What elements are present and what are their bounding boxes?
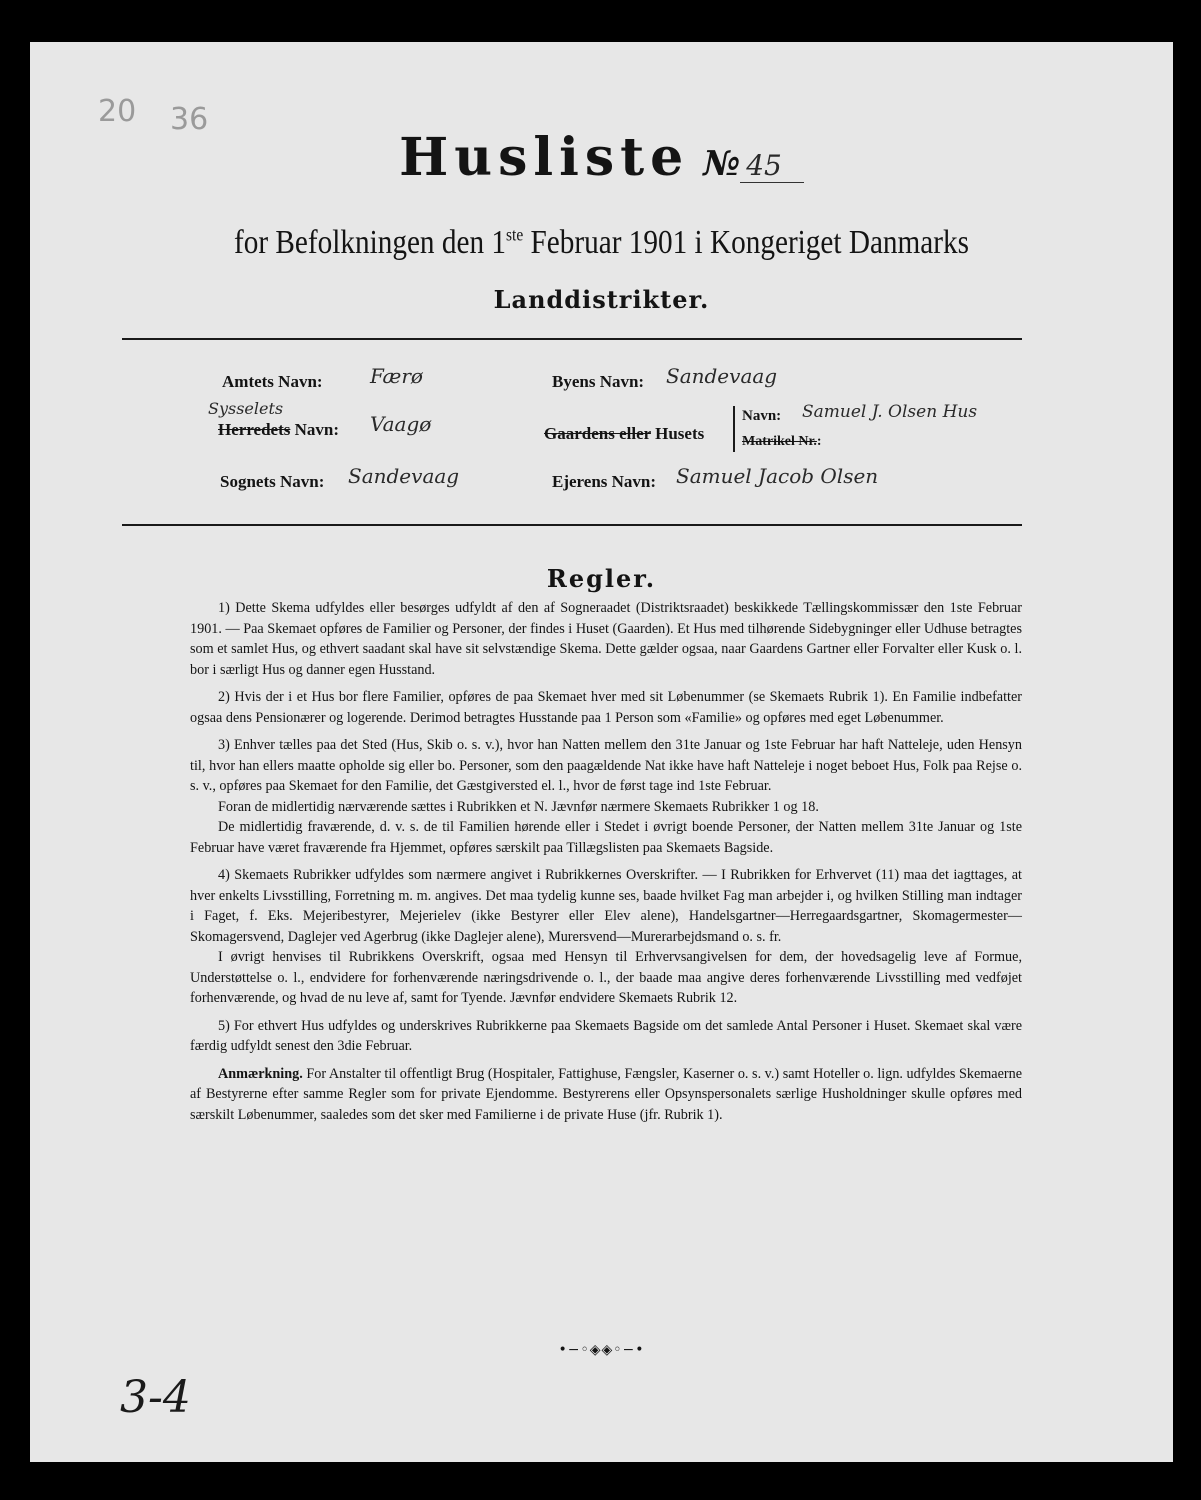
number-label: №	[703, 144, 741, 184]
byens-value: Sandevaag	[666, 364, 778, 388]
sognets-value: Sandevaag	[348, 464, 460, 488]
matrikel-colon: :	[816, 434, 822, 449]
house-list-number: 45	[740, 149, 804, 183]
subtitle-text: for Befolkningen den 1	[233, 224, 507, 261]
rules-heading: Regler.	[546, 564, 657, 593]
husets-label-text: Husets	[650, 424, 705, 443]
pencil-note-left: 20	[98, 94, 137, 129]
herred-handwritten-above: Sysselets	[208, 399, 284, 418]
note	[190, 1064, 1022, 1126]
husets-navn-value: Samuel J. Olsen Hus	[802, 402, 978, 422]
husets-bracket	[733, 406, 735, 452]
herred-label-text: Navn:	[290, 420, 340, 439]
note-label: Anmærkning.	[218, 1065, 303, 1082]
husets-struck-text: Gaardens eller	[544, 424, 651, 443]
ejerens-label: Ejerens Navn:	[552, 472, 657, 491]
ornament-divider: •−◦◈◈◦−•	[558, 1342, 645, 1358]
middle-divider	[122, 524, 1022, 526]
rule-4a: 4) Skemaets Rubrikker udfyldes som nærmere angivet i Rubrikkernes Overskrifter. — I Rubrikken for Erhvervet (11) maa det iagttages, at hver enkelts Livsstilling, Forretning m. m. angives. Det maa tydelig kunne ses, baade hvilket Fag man arbejder i, og hvilken Stilling man indtager i Faget, f. Eks. Mejeribestyrer, Mejerielev (ikke Bestyrer eller Elev alene), Handelsgartner—Herregaardsgartner, Skomagermester—Skomagersvend, Daglejer ved Agerbrug (ikke Daglejer alene), Murersvend—Murerarbejdsmand o. s. fr.	[190, 867, 1022, 945]
form-title	[30, 127, 1173, 188]
title-text: Husliste	[399, 127, 690, 188]
census-form-sheet	[30, 42, 1173, 1462]
rule-3a: 3) Enhver tælles paa det Sted (Hus, Skib o. s. v.), hvor han Natten mellem den 31te Januar og 1ste Februar har haft Natteleje, uden Hensyn til, hvor han ellers maatte opholde sig eller bo. Personer, som den paagældende Nat ikke have haft Natteleje i noget beboet Hus, Folk paa Rejse o. s. v., opføres paa Skemaet for den Familie, det Gæstgiversted el. l., hvor de først tage ind 1ste Februar.	[190, 737, 1022, 794]
husets-matrikel-label	[742, 434, 822, 450]
corner-handwritten-note: 3-4	[120, 1372, 191, 1423]
rule-3b: Foran de midlertidig nærværende sættes i Rubrikken et N. Jævnfør nærmere Skemaets Rubrikker 1 og 18.	[218, 798, 819, 815]
husets-label	[544, 424, 704, 444]
ejerens-value: Samuel Jacob Olsen	[676, 464, 879, 488]
subtitle-sup: ste	[506, 224, 524, 245]
sognets-label: Sognets Navn:	[220, 472, 325, 491]
form-subtitle	[110, 224, 1093, 262]
rule-1: 1) Dette Skema udfyldes eller besørges udfyldt af den af Sogneraadet (Distriktsraadet) beskikkede Tællingskommissær den 1ste Februar 1901. — Paa Skemaet opføres de Familier og Personer, der findes i Huset (Gaarden). Et Hus med tilhørende Sidebygninger eller Udhuse betragtes som et samlet Hus, og ethvert saadant skal have sit selvstændige Skema. Dette gælder ogsaa, naar Gaardens Gartner eller Forvalter eller Kusk o. l. bor i særligt Hus og danner egen Husstand.	[190, 600, 1022, 678]
herred-struck-text: Herredets	[218, 420, 291, 439]
rules-body	[190, 598, 1022, 1132]
district-heading: Landdistrikter.	[493, 285, 710, 314]
byens-label: Byens Navn:	[552, 372, 645, 391]
subtitle-text-end: Februar 1901 i Kongeriget Danmarks	[523, 224, 970, 261]
rule-2: 2) Hvis der i et Hus bor flere Familier, opføres de paa Skemaet hver med sit Løbenummer (se Skemaets Rubrik 1). En Familie indbefatter ogsaa dens Pensionærer og logerende. Derimod betragtes Husstande paa 1 Person som «Familie» og opføres med eget Løbenummer.	[190, 689, 1022, 726]
rule-4b: I øvrigt henvises til Rubrikkens Overskrift, ogsaa med Hensyn til Erhvervsangivelsen for dem, der hovedsagelig leve af Formue, Understøttelse o. l., endvidere for forhenværende næringsdrivende o. l., der baade maa angive deres forhenværende Livsstilling med vedføjet forhenværende, og hvad de nu leve af, samt for Tyende. Jævnfør endvidere Skemaets Rubrik 12.	[190, 949, 1022, 1006]
note-text: For Anstalter til offentligt Brug (Hospitaler, Fattighuse, Fængsler, Kaserner o. s. v.) samt Hoteller o. lign. udfyldes Skemaerne af Bestyrerne efter samme Regler som for private Ejendomme. Bestyrerens eller Opsynspersonalets særlige Husholdninger skulle opføres med særskilt Løbenummer, saaledes som det sker med Familierne i de private Huse (jfr. Rubrik 1).	[190, 1065, 1022, 1123]
matrikel-struck-text: Matrikel Nr.	[742, 434, 817, 449]
herred-value: Vaagø	[370, 412, 432, 436]
amtets-label: Amtets Navn:	[222, 372, 323, 391]
pencil-note-right: 36	[170, 102, 209, 137]
husets-navn-label: Navn:	[742, 408, 782, 424]
top-divider	[122, 338, 1022, 340]
herred-label	[218, 420, 339, 440]
amtets-value: Færø	[370, 364, 423, 388]
rule-3c: De midlertidig fraværende, d. v. s. de til Familien hørende eller i Stedet i øvrigt boende Personer, der Natten mellem 31te Januar og 1ste Februar have været fraværende fra Hjemmet, opføres særskilt paa Tillægslisten paa Skemaets Bagside.	[190, 819, 1022, 856]
rule-5: 5) For ethvert Hus udfyldes og underskrives Rubrikkerne paa Skemaets Bagside om det samlede Antal Personer i Huset. Skemaet skal være færdig udfyldt senest den 3die Februar.	[190, 1017, 1022, 1054]
